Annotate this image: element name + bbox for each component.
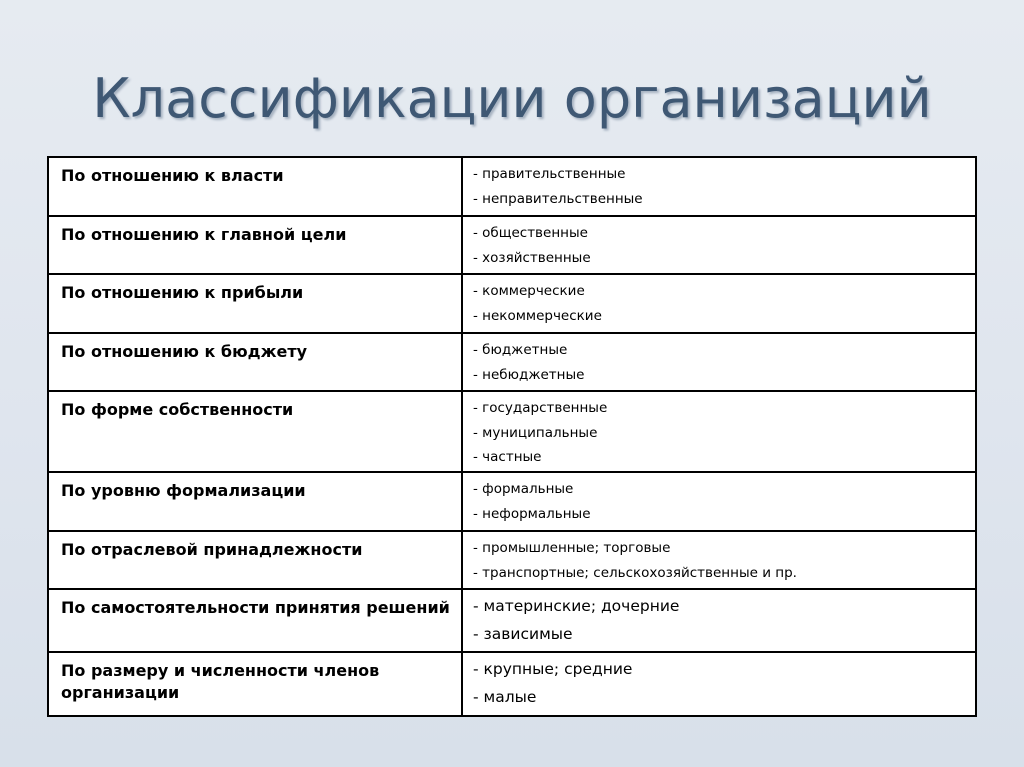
table-row	[48, 472, 976, 531]
category-cell: По отраслевой принадлежности	[48, 531, 462, 589]
values-cell	[462, 274, 976, 333]
category-cell: По отношению к главной цели	[48, 216, 462, 274]
category-cell: По размеру и численности членов организации	[48, 652, 462, 716]
values-cell	[462, 652, 976, 716]
table-row	[48, 531, 976, 589]
value-item: - неправительственные	[473, 190, 643, 207]
value-item: - частные	[473, 449, 542, 465]
values-cell	[462, 589, 976, 652]
value-item: - промышленные; торговые	[473, 540, 671, 556]
category-cell: По отношению к бюджету	[48, 333, 462, 391]
value-item: - малые	[473, 688, 537, 706]
value-item: - неформальные	[473, 505, 591, 522]
table-row	[48, 274, 976, 333]
values-cell	[462, 531, 976, 589]
value-item: - правительственные	[473, 166, 626, 182]
value-item: - коммерческие	[473, 283, 585, 299]
value-item: - небюджетные	[473, 366, 585, 383]
table-row	[48, 589, 976, 652]
classification-table	[47, 156, 977, 717]
value-item: - формальные	[473, 481, 574, 497]
values-cell	[462, 391, 976, 472]
table-row	[48, 333, 976, 391]
category-cell: По уровню формализации	[48, 472, 462, 531]
values-cell	[462, 333, 976, 391]
category-cell: По отношению к власти	[48, 157, 462, 216]
value-item: - государственные	[473, 400, 608, 416]
table-row	[48, 216, 976, 274]
table-row	[48, 391, 976, 472]
value-item: - крупные; средние	[473, 660, 633, 678]
value-item: - муниципальные	[473, 424, 598, 441]
values-cell	[462, 157, 976, 216]
table-row	[48, 157, 976, 216]
slide-title: Классификации организаций	[92, 67, 932, 130]
category-cell: По отношению к прибыли	[48, 274, 462, 333]
table-row	[48, 652, 976, 716]
value-item: - транспортные; сельскохозяйственные и пр.	[473, 564, 797, 581]
value-item: - хозяйственные	[473, 249, 591, 266]
category-cell: По самостоятельности принятия решений	[48, 589, 462, 652]
values-cell	[462, 216, 976, 274]
category-cell: По форме собственности	[48, 391, 462, 472]
value-item: - некоммерческие	[473, 307, 602, 324]
value-item: - материнские; дочерние	[473, 597, 680, 615]
value-item: - бюджетные	[473, 342, 568, 358]
value-item: - общественные	[473, 225, 588, 241]
value-item: - зависимые	[473, 625, 573, 643]
values-cell	[462, 472, 976, 531]
